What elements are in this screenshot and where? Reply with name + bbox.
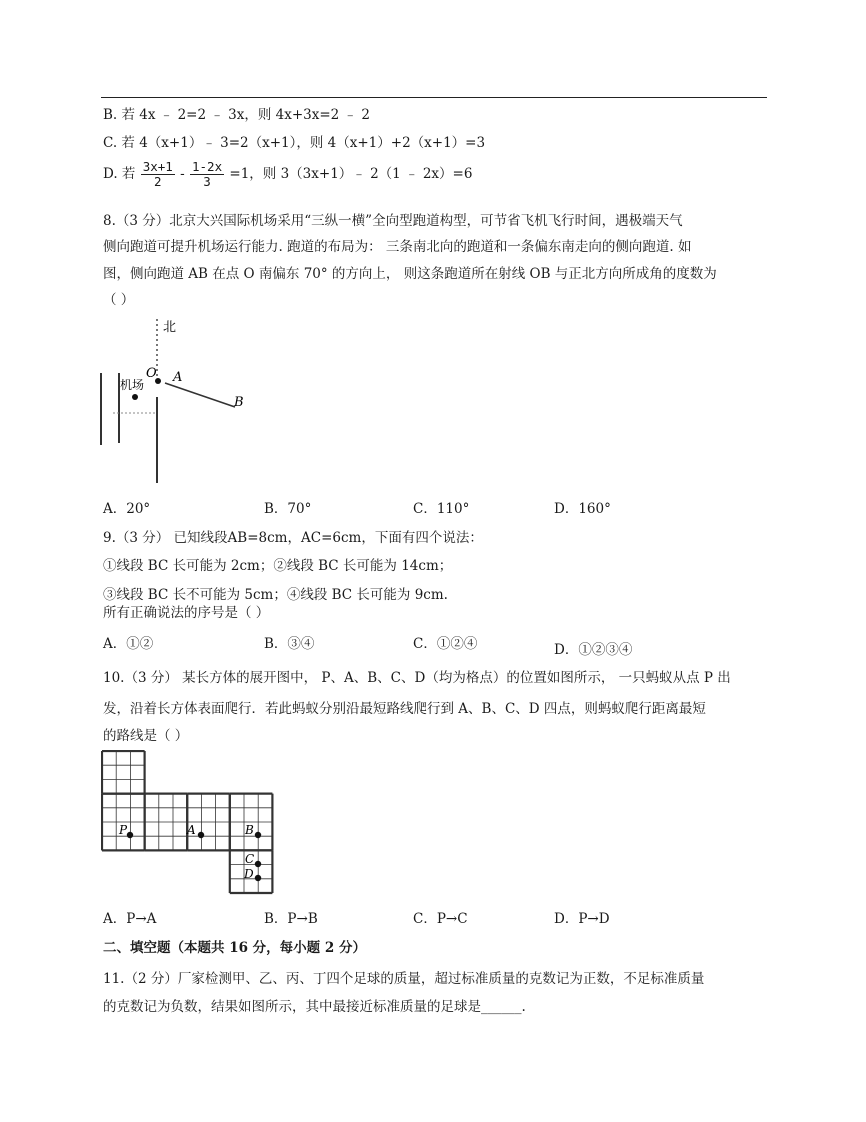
point-d <box>255 875 261 881</box>
label-o: O <box>146 366 157 381</box>
q8-line-3: 图，侧向跑道 AB 在点 O 南偏东 70° 的方向上， 则这条跑道所在射线 OB 与正北方向所成角的度数为 <box>103 266 717 282</box>
q9-line-2: ①线段 BC 长可能为 2cm；②线段 BC 长可能为 14cm； <box>103 558 453 574</box>
q10-option-a: A．P→A <box>103 911 157 927</box>
point-p <box>127 832 133 838</box>
q8-option-a: A．20° <box>103 501 151 517</box>
label-d: D <box>244 867 254 881</box>
fraction-2-denominator: 3 <box>203 174 211 189</box>
q9-line-1: 9.（3 分） 已知线段AB=8cm，AC=6cm，下面有四个说法： <box>103 530 483 546</box>
q10-line-1: 10.（3 分） 某长方体的展开图中， P、A、B、C、D（均为格点）的位置如图所示， 一只蚂蚁从点 P 出 <box>103 670 731 686</box>
q10-line-3: 的路线是（ ） <box>103 728 189 744</box>
q7-option-d <box>103 160 472 189</box>
q10-option-b: B．P→B <box>264 911 318 927</box>
q7-option-d-suffix: =1，则 3（3x+1）﹣ 2（1 ﹣ 2x）=6 <box>229 166 473 182</box>
q9-option-c: C．①②④ <box>413 636 478 652</box>
q9-line-3: ③线段 BC 长不可能为 5cm；④线段 BC 长可能为 9cm. <box>103 587 448 603</box>
q8-option-c: C．110° <box>413 501 470 517</box>
q7-option-d-prefix: D. 若 <box>103 166 136 182</box>
q7-option-c: C. 若 4（x+1）﹣ 3=2（x+1），则 4（x+1）+2（x+1）=3 <box>103 135 486 151</box>
q9-line-4: 所有正确说法的序号是（ ） <box>103 605 270 621</box>
label-a: A <box>187 823 196 837</box>
runway-figure <box>95 315 305 490</box>
cuboid-net-figure <box>101 750 276 895</box>
q10-line-2: 发，沿着长方体表面爬行．若此蚂蚁分别沿最短路线爬行到 A、B、C、D 四点，则蚂蚁爬行距离最短 <box>103 701 706 717</box>
q8-line-2: 侧向跑道可提升机场运行能力. 跑道的布局为： 三条南北向的跑道和一条偏东南走向的侧向跑道. 如 <box>103 239 692 255</box>
q8-option-d: D．160° <box>554 501 611 517</box>
fraction-2-numerator: 1-2x <box>192 159 223 174</box>
label-b: B <box>234 395 244 410</box>
label-p: P <box>119 823 128 837</box>
q8-line-4: （ ） <box>103 292 135 308</box>
fraction-2 <box>190 160 224 189</box>
q9-option-a: A．①② <box>103 636 154 652</box>
fraction-1-numerator: 3x+1 <box>142 159 173 174</box>
label-a: A <box>173 370 183 385</box>
airport-label: 机场 <box>120 378 145 392</box>
q10-option-d: D．P→D <box>554 911 610 927</box>
q7-option-b: B. 若 4x ﹣ 2=2 ﹣ 3x，则 4x+3x=2 ﹣ 2 <box>103 107 370 123</box>
q10-option-c: C．P→C <box>413 911 468 927</box>
point-a <box>198 832 204 838</box>
north-label: 北 <box>163 320 177 335</box>
header-rule <box>101 97 767 98</box>
q11-line-2: 的克数记为负数，结果如图所示，其中最接近标准质量的足球是______. <box>103 999 526 1015</box>
label-b: B <box>245 823 254 837</box>
q8-option-b: B．70° <box>264 501 312 517</box>
q8-line-1: 8.（3 分）北京大兴国际机场采用“三纵一横”全向型跑道构型，可节省飞机飞行时间，遇极端天气 <box>103 213 683 229</box>
point-b <box>255 832 261 838</box>
fraction-1-denominator: 2 <box>154 174 162 189</box>
fraction-minus: - <box>180 166 185 182</box>
runway-ab <box>165 383 235 407</box>
q9-option-b: B．③④ <box>264 636 315 652</box>
label-c: C <box>245 852 255 866</box>
q11-line-1: 11.（2 分）厂家检测甲、乙、丙、丁四个足球的质量，超过标准质量的克数记为正数，不足标准质量 <box>103 971 705 987</box>
q9-option-d: D．①②③④ <box>554 642 633 658</box>
point-c <box>255 861 261 867</box>
section-2-title: 二、填空题（本题共 16 分，每小题 2 分） <box>103 940 366 956</box>
fraction-1 <box>141 160 175 189</box>
airport-point <box>132 394 138 400</box>
